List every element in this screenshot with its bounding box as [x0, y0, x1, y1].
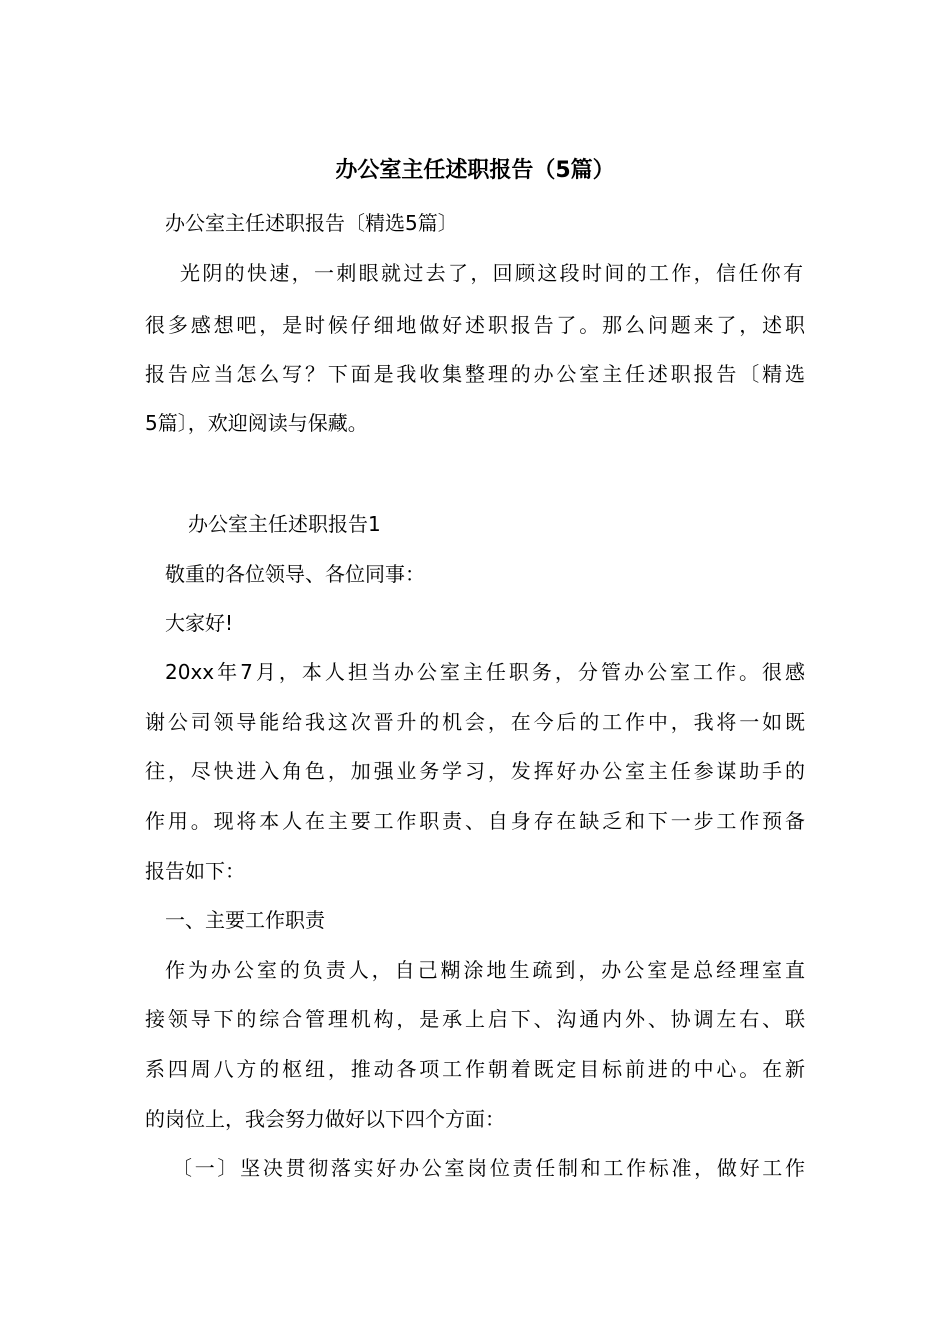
text-line: 5篇〕，欢迎阅读与保藏。: [145, 411, 368, 435]
text-line: 接领导下的综合管理机构，是承上启下、沟通内外、协调左右、联: [145, 1007, 805, 1031]
text-line: 〔一〕坚决贯彻落实好办公室岗位责任制和工作标准，做好工作: [172, 1156, 805, 1180]
salutation-line: 敬重的各位领导、各位同事：: [165, 562, 425, 586]
text-line: 的岗位上，我会努力做好以下四个方面：: [145, 1107, 505, 1131]
text-line: 往，尽快进入角色，加强业务学习，发挥好办公室主任参谋助手的: [145, 759, 805, 783]
subtitle-line: 办公室主任述职报告〔精选5篇〕: [165, 211, 458, 235]
text-line: 报告如下：: [145, 859, 245, 883]
text-line: 作为办公室的负责人，自己糊涂地生疏到，办公室是总经理室直: [165, 958, 805, 982]
text-line: 光阴的快速，一刺眼就过去了，回顾这段时间的工作，信任你有: [180, 261, 803, 285]
document-title: 办公室主任述职报告（5篇）: [335, 158, 615, 183]
section-heading: 办公室主任述职报告1: [188, 512, 381, 536]
text-line: 报告应当怎么写？下面是我收集整理的办公室主任述职报告〔精选: [145, 362, 805, 386]
greeting-line: 大家好!: [165, 611, 234, 635]
text-line: 谢公司领导能给我这次晋升的机会，在今后的工作中，我将一如既: [145, 710, 805, 734]
text-line: 20xx年7月，本人担当办公室主任职务，分管办公室工作。很感: [165, 660, 805, 684]
text-line: 很多感想吧，是时候仔细地做好述职报告了。那么问题来了，述职: [145, 313, 805, 337]
text-line: 作用。现将本人在主要工作职责、自身存在缺乏和下一步工作预备: [145, 809, 805, 833]
text-line: 系四周八方的枢纽，推动各项工作朝着既定目标前进的中心。在新: [145, 1057, 805, 1081]
section-heading: 一、主要工作职责: [165, 908, 325, 932]
